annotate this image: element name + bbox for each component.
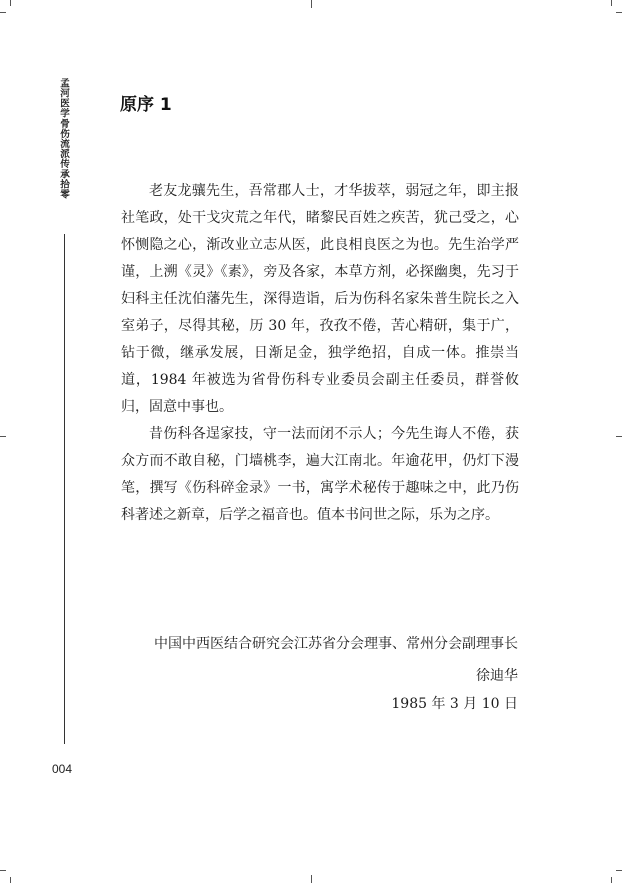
page-title: 原序 1 [120,95,172,115]
crop-mark-bottom-left [0,870,6,871]
crop-mark-bottom-right-v [611,877,612,883]
crop-mark-bottom-left-v [10,877,11,883]
crop-mark-bottom-right [616,870,622,871]
crop-mark-top-right [616,12,622,13]
paragraph: 昔伤科各逞家技，守一法而闭不示人；今先生诲人不倦，获众方而不敢自秘，门墙桃李，遍大江南北。年逾花甲，仍灯下漫笔，撰写《伤科碎金录》一书，寓学术秘传于趣味之中，此乃伤科著述之新章，后学之福音也。值本书问世之际，乐为之序。 [121,426,519,523]
crop-mark-mid-right [616,436,622,437]
crop-mark-mid-left [0,436,6,437]
running-header: 孟河医学骨伤流派传承拾零 [58,78,69,200]
preface-body [121,178,519,529]
crop-mark-top-left [0,12,6,13]
margin-rule [64,234,65,744]
signature-date: 1985 年 3 月 10 日 [391,696,518,712]
crop-mark-top-left-v [10,0,11,6]
page-number: 004 [52,762,73,776]
paragraph: 老友龙骧先生，吾常郡人士，才华拔萃，弱冠之年，即主报社笔政，处干戈灾荒之年代，睹黎民百姓之疾苦，犹己受之，心怀恻隐之心，渐改业立志从医，此良相良医之为也。先生治学严谨，上溯《灵》《素》，旁及各家，本草方剂，必探幽奥，先习于妇科主任沈伯藩先生，深得造诣，后为伤科名家朱普生院长之入室弟子，尽得其秘，历 30 年，孜孜不倦，苦心精研，集于广，钻于微，继承发展，日渐足金，独学绝招，自成一体。推崇当道，1984 年被选为省骨伤科专业委员会副主任委员，群誉攸归，固意中事也。 [121,183,519,415]
crop-mark-top-right-v [611,0,612,6]
crop-mark-bottom-center [311,875,312,883]
signature-organization: 中国中西医结合研究会江苏省分会理事、常州分会副理事长 [154,636,518,652]
signature-name: 徐迪华 [476,668,518,684]
crop-mark-top-center [311,0,312,8]
